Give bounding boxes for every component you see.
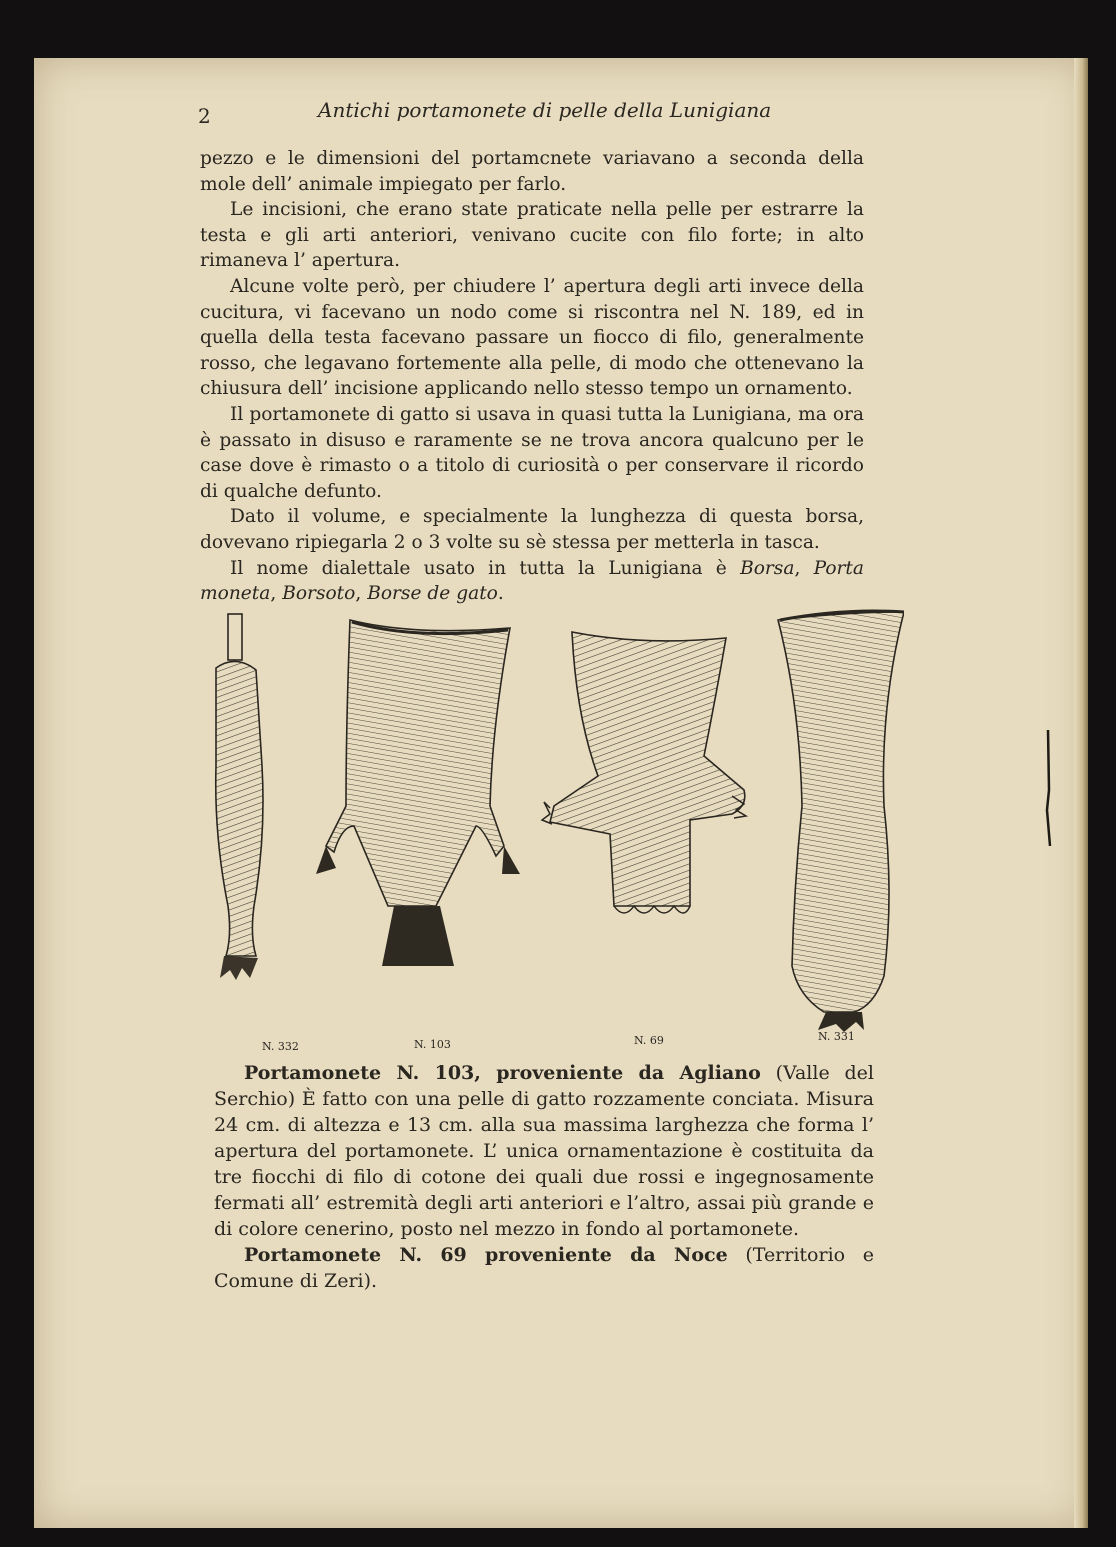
paragraph: Dato il volume, e specialmente la lunghezza di questa borsa, dovevano ripiegarla 2 o 3 volte su sè stessa per metterla in tasca. [200, 506, 864, 553]
dialect-name: Borse de gato [367, 583, 498, 605]
purse-illustrations [204, 606, 904, 1056]
caption-text: È fatto con una pelle di gatto rozzamente conciata. Misura 24 cm. di altezza e 13 cm. alla sua massima larghezza che forma l’ apertura del portamonete. L’ unica ornamentazione è costituita da tre fiocchi di filo di cotone dei quali due rossi e ingegnosamente fermati all’ estremità degli arti anteriori e l’altro, assai più grande e di colore cenerino, posto nel mezzo in fondo al portamonete. [214, 1088, 874, 1240]
body-text [200, 146, 864, 607]
page-number: 2 [198, 104, 211, 128]
caption-69 [214, 1242, 874, 1294]
caption-title: Portamonete N. 103, proveniente da Agliano [244, 1062, 761, 1084]
figure-label: N. 331 [818, 1030, 855, 1043]
page-spine [1074, 58, 1088, 1528]
paragraph: Le incisioni, che erano state praticate nella pelle per estrarre la testa e gli arti anteriori, venivano cucite con filo forte; in alto rimaneva l’ apertura. [200, 199, 864, 272]
figure-label: N. 103 [414, 1038, 451, 1051]
paragraph: Il portamonete di gatto si usava in quasi tutta la Lunigiana, ma ora è passato in disuso e raramente se ne trova ancora qualcuno per le case dove è rimasto o a titolo di curiosità o per conservare il ricordo di qualche defunto. [200, 403, 864, 502]
caption-103 [214, 1060, 874, 1242]
page-header [198, 98, 798, 128]
dialect-name: Porta moneta [200, 557, 864, 605]
purse-figure-332 [216, 614, 263, 980]
figure-label: N. 332 [262, 1040, 299, 1053]
captions [214, 1060, 874, 1294]
paragraph: Alcune volte però, per chiudere l’ apertura degli arti invece della cucitura, vi facevano un nodo come si riscontra nel N. 189, ed in quella della testa facevano passare un fiocco di filo, generalmente rosso, che legavano fortemente alla pelle, di modo che ottenevano la chiusura dell’ incisione applicando nello stesso tempo un ornamento. [200, 275, 864, 400]
dialect-names-intro: Il nome dialettale usato in tutta la Lunigiana è [230, 557, 727, 579]
figure-label: N. 69 [634, 1034, 664, 1047]
caption-location: (Territorio e Comune di Zeri). [214, 1244, 874, 1292]
book-page [34, 58, 1088, 1528]
purse-figure-69 [542, 632, 746, 913]
caption-title: Portamonete N. 69 proveniente da Noce [244, 1244, 728, 1266]
purse-figure-331 [778, 611, 904, 1032]
dialect-name: Borsa [740, 557, 795, 579]
purse-figure-103 [316, 620, 520, 966]
dialect-names-paragraph: Il nome dialettale usato in tutta la Lunigiana è Borsa, Porta moneta, Borsoto, Borse de gato. [200, 557, 864, 605]
caption-location: (Valle del Serchio) [214, 1062, 874, 1110]
paragraph: pezzo e le dimensioni del portamcnete variavano a seconda della mole dell’ animale impiegato per farlo. [200, 148, 864, 195]
dialect-name: Borsoto [282, 583, 356, 605]
binding-stitch [1044, 730, 1054, 846]
running-title: Antichi portamonete di pelle della Lunigiana [318, 98, 772, 122]
illustration-plate [204, 606, 904, 1056]
